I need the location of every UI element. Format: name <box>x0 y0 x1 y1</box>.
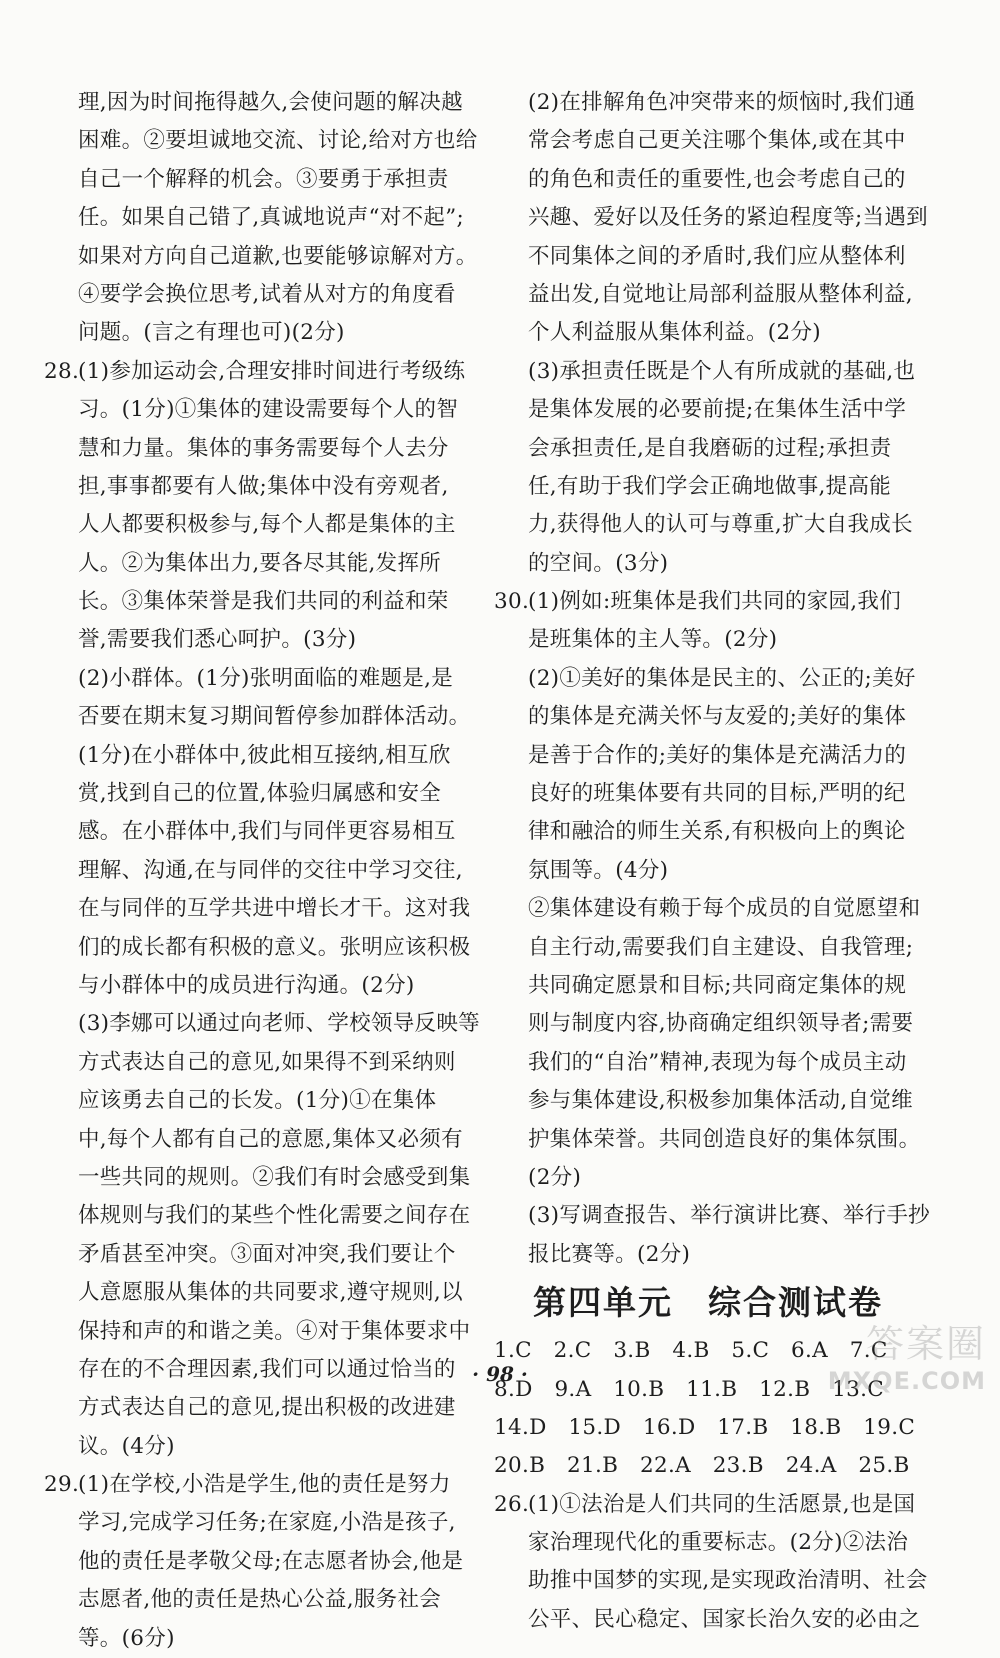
text-line: 是善于合作的;美好的集体是充满活力的 <box>528 742 907 768</box>
text-line: 不同集体之间的矛盾时,我们应从整体利 <box>528 243 906 269</box>
text-line: 自己一个解释的机会。③要勇于承担责 <box>78 166 449 192</box>
text-line: 公平、民心稳定、国家长治久安的必由之 <box>528 1606 921 1632</box>
text-line: 一些共同的规则。②我们有时会感受到集 <box>78 1164 471 1190</box>
text-line: 理解、沟通,在与同伴的交往中学习交往, <box>78 857 463 883</box>
text-line: (3)李娜可以通过向老师、学校领导反映等 <box>78 1011 480 1037</box>
text-line: ④要学会换位思考,试着从对方的角度看 <box>78 281 456 307</box>
text-line: 的角色和责任的重要性,也会考虑自己的 <box>528 166 906 192</box>
text-line: 人意愿服从集体的共同要求,遵守规则,以 <box>78 1280 463 1306</box>
text-line: 誉,需要我们悉心呵护。(3分) <box>78 627 357 653</box>
text-line: 方式表达自己的意见,如果得不到采纳则 <box>78 1049 456 1075</box>
text-line: (2)小群体。(1分)张明面临的难题是,是 <box>78 665 454 691</box>
text-line: 则与制度内容,协商确定组织领导者;需要 <box>528 1011 914 1037</box>
line-text: (1)例如:班集体是我们共同的家园,我们 <box>528 589 902 615</box>
text-line: 良好的班集体要有共同的目标,严明的纪 <box>528 781 906 807</box>
text-line: 习。(1分)①集体的建设需要每个人的智 <box>78 397 459 423</box>
text-line: 困难。②要坦诚地交流、讨论,给对方也给 <box>78 128 478 154</box>
text-line: 他的责任是孝敬父母;在志愿者协会,他是 <box>78 1548 464 1574</box>
text-line: 的集体是充满关怀与友爱的;美好的集体 <box>528 704 907 730</box>
text-line: 的空间。(3分) <box>528 550 669 576</box>
text-line: 赏,找到自己的位置,体验归属感和安全 <box>78 781 442 807</box>
text-line: 氛围等。(4分) <box>528 857 669 883</box>
text-line: ②集体建设有赖于每个成员的自觉愿望和 <box>528 896 921 922</box>
text-line: (3)承担责任既是个人有所成就的基础,也 <box>528 358 916 384</box>
text-line: 方式表达自己的意见,提出积极的改进建 <box>78 1395 456 1421</box>
question-number: 30. <box>494 589 530 615</box>
text-line: 自主行动,需要我们自主建设、自我管理; <box>528 934 914 960</box>
text-line: 参与集体建设,积极参加集体活动,自觉维 <box>528 1088 913 1114</box>
text-line: (2)①美好的集体是民主的、公正的;美好 <box>528 665 916 691</box>
right-column-question-26 <box>494 1486 928 1640</box>
question-number: 28. <box>44 358 80 384</box>
watermark-url: MXQE.COM <box>827 1367 986 1395</box>
text-line: 力,获得他人的认可与尊重,扩大自我成长 <box>528 512 913 538</box>
right-column-answers <box>494 84 930 1274</box>
text-line: 担,事事都要有人做;集体中没有旁观者, <box>78 473 449 499</box>
text-line <box>44 1466 472 1504</box>
text-line: 护集体荣誉。共同创造良好的集体氛围。 <box>528 1126 921 1152</box>
text-line: 助推中国梦的实现,是实现政治清明、社会 <box>528 1568 928 1594</box>
text-line: 理,因为时间拖得越久,会使问题的解决越 <box>78 90 463 115</box>
text-line: 慧和力量。集体的事务需要每个人去分 <box>78 435 449 461</box>
text-line: 兴趣、爱好以及任务的紧迫程度等;当遇到 <box>528 205 928 231</box>
text-line: (1分)在小群体中,彼此相互接纳,相互欣 <box>78 742 451 768</box>
text-line: 任,有助于我们学会正确地做事,提高能 <box>528 473 892 499</box>
question-number: 29. <box>44 1472 80 1498</box>
text-line: 问题。(言之有理也可)(2分) <box>78 320 345 346</box>
text-line: 应该勇去自己的长发。(1分)①在集体 <box>78 1088 437 1114</box>
text-line: 学习,完成学习任务;在家庭,小浩是孩子, <box>78 1510 456 1536</box>
text-line: 在与同伴的互学共进中增长才干。这对我 <box>78 896 471 922</box>
text-line <box>494 583 922 621</box>
text-line: 存在的不合理因素,我们可以通过恰当的 <box>78 1356 456 1382</box>
section-title: 第四单元 综合测试卷 <box>533 1283 883 1323</box>
page-number: · 98 · <box>472 1362 528 1386</box>
text-line: (2)在排解角色冲突带来的烦恼时,我们通 <box>528 90 916 115</box>
left-column <box>44 84 480 1658</box>
text-line: 个人利益服从集体利益。(2分) <box>528 320 821 346</box>
text-line: 们的成长都有积极的意义。张明应该积极 <box>78 934 471 960</box>
line-text: (1)①法治是人们共同的生活愿景,也是国 <box>528 1491 916 1517</box>
text-line: 长。③集体荣誉是我们共同的利益和荣 <box>78 589 449 615</box>
text-line: 我们的“自治”精神,表现为每个成员主动 <box>528 1049 907 1075</box>
text-line: 人人都要积极参与,每个人都是集体的主 <box>78 512 456 538</box>
text-line: (2分) <box>528 1164 582 1190</box>
text-line: 志愿者,他的责任是热心公益,服务社会 <box>78 1587 442 1613</box>
text-line <box>494 1486 922 1524</box>
text-line: 否要在期末复习期间暂停参加群体活动。 <box>78 704 471 730</box>
text-line: 如果对方向自己道歉,也要能够谅解对方。 <box>78 243 478 269</box>
text-line: 体规则与我们的某些个性化需要之间存在 <box>78 1203 471 1229</box>
text-line: 益出发,自觉地让局部利益服从整体利益, <box>528 281 913 307</box>
answer-row: 8.D 9.A 10.B 11.B 12.B 13.C <box>494 1376 885 1402</box>
text-line: 感。在小群体中,我们与同伴更容易相互 <box>78 819 456 845</box>
answer-row: 1.C 2.C 3.B 4.B 5.C 6.A 7.C <box>494 1338 888 1364</box>
line-text: (1)参加运动会,合理安排时间进行考级练 <box>78 358 466 384</box>
text-line: 保持和声的和谐之美。④对于集体要求中 <box>78 1318 471 1344</box>
text-line: 律和融洽的师生关系,有积极向上的舆论 <box>528 819 906 845</box>
text-line: 是集体发展的必要前提;在集体生活中学 <box>528 397 907 423</box>
question-number: 26. <box>494 1491 530 1517</box>
text-line: 会承担责任,是自我磨砺的过程;承担责 <box>528 435 892 461</box>
text-line <box>44 353 472 391</box>
text-line: 人。②为集体出力,要各尽其能,发挥所 <box>78 550 442 576</box>
text-line: 家治理现代化的重要标志。(2分)②法治 <box>528 1530 909 1556</box>
text-line: 常会考虑自己更关注哪个集体,或在其中 <box>528 128 906 154</box>
text-line: 与小群体中的成员进行沟通。(2分) <box>78 972 415 998</box>
text-line: 共同确定愿景和目标;共同商定集体的规 <box>528 972 907 998</box>
answer-row: 20.B 21.B 22.A 23.B 24.A 25.B <box>494 1453 910 1479</box>
watermark-logo: 答案圈 <box>865 1322 986 1366</box>
text-line: 矛盾甚至冲突。③面对冲突,我们要让个 <box>78 1241 456 1267</box>
text-line: 是班集体的主人等。(2分) <box>528 627 778 653</box>
text-line: 议。(4分) <box>78 1433 175 1459</box>
text-line: 等。(6分) <box>78 1625 175 1651</box>
text-line: 中,每个人都有自己的意愿,集体又必须有 <box>78 1126 463 1152</box>
answer-row: 14.D 15.D 16.D 17.B 18.B 19.C <box>494 1414 916 1440</box>
line-text: (1)在学校,小浩是学生,他的责任是努力 <box>78 1472 451 1498</box>
text-line: 任。如果自己错了,真诚地说声“对不起”; <box>78 205 465 231</box>
text-line: (3)写调查报告、举行演讲比赛、举行手抄 <box>528 1203 930 1229</box>
watermark <box>804 1321 986 1397</box>
text-line: 报比赛等。(2分) <box>528 1241 691 1267</box>
